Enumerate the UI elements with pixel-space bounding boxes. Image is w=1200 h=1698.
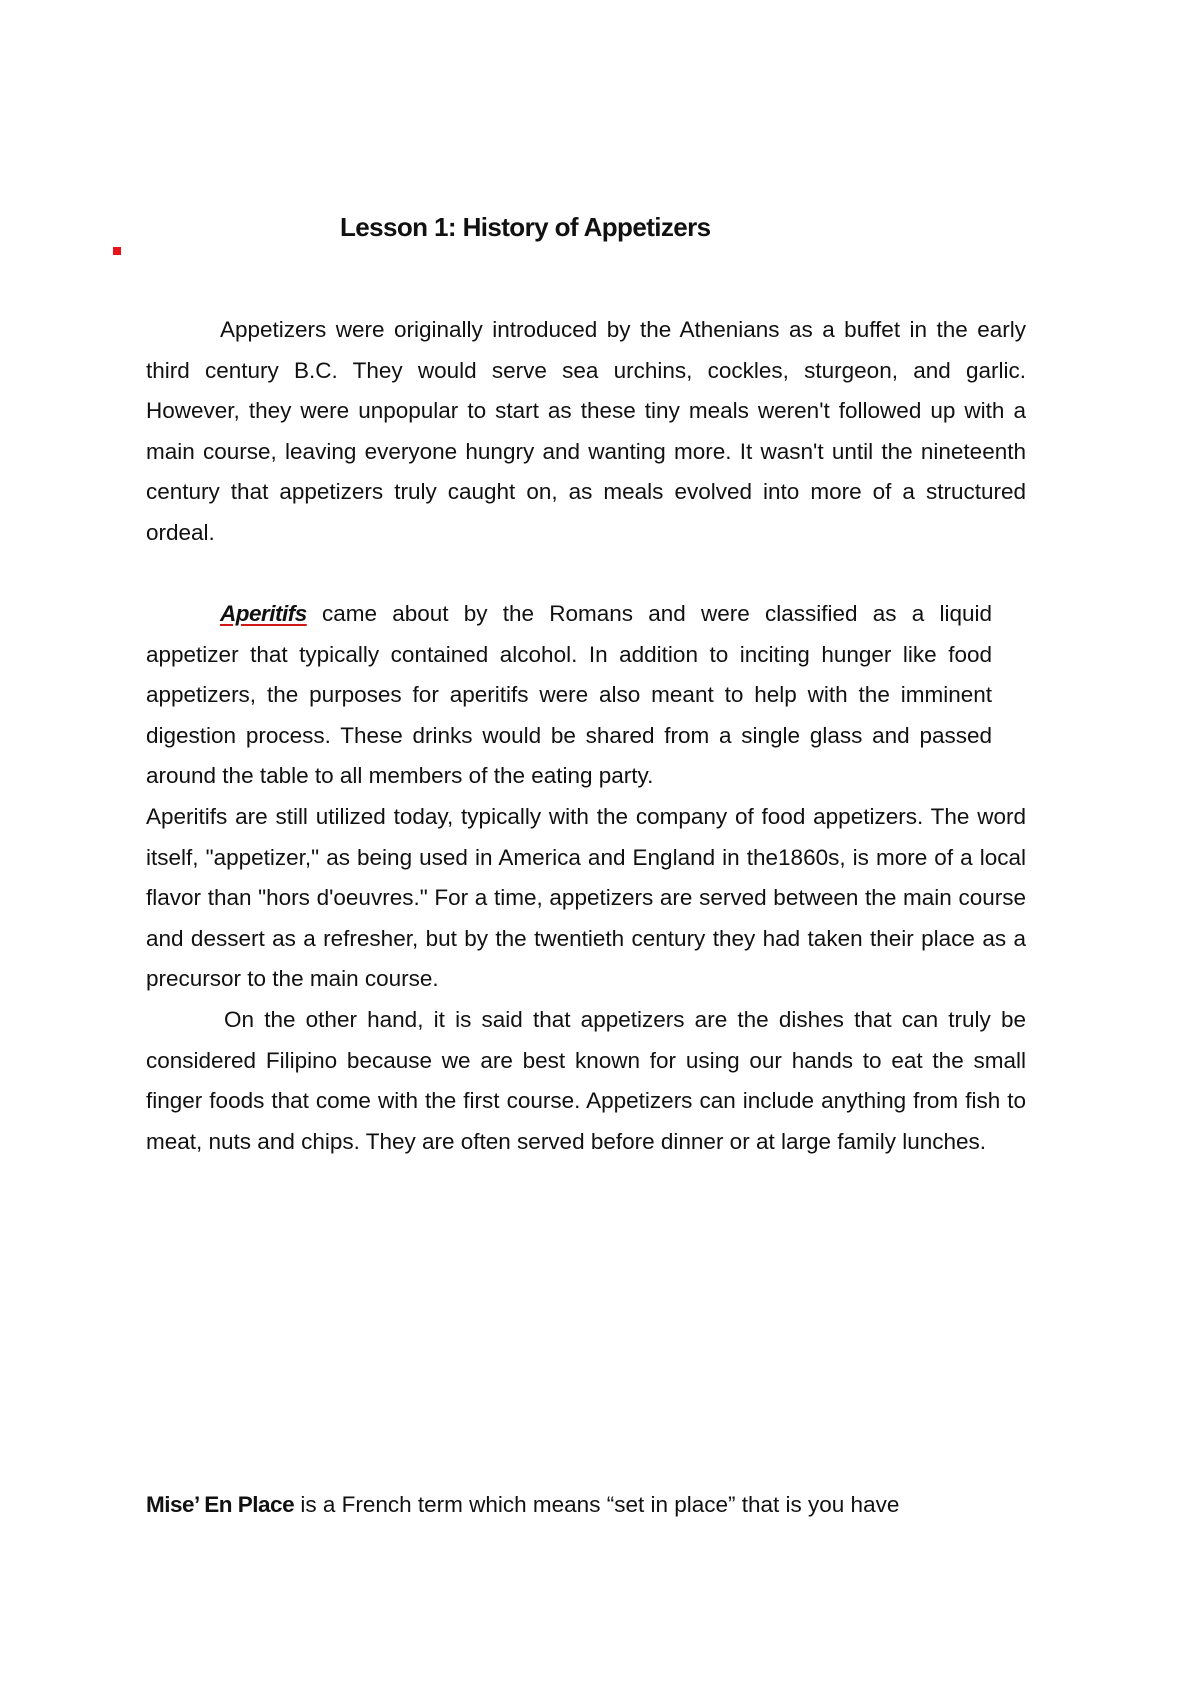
mise-en-place-term: Mise’ En Place bbox=[146, 1492, 295, 1517]
paragraph-history: Appetizers were originally introduced by the Athenians as a buffet in the early third century B.C. They would serve sea urchins, cockles, sturgeon, and garlic. However, they were unpopular to start as these tiny meals weren't followed up with a main course, leaving everyone hungry and wanting more. It wasn't until the nineteenth century that appetizers truly caught on, as meals evolved into more of a structured ordeal. bbox=[146, 317, 1026, 545]
page-title: Lesson 1: History of Appetizers bbox=[340, 212, 711, 242]
paragraph-aperitifs bbox=[146, 594, 992, 797]
red-marker bbox=[113, 247, 121, 255]
aperitifs-term: Aperitifs bbox=[220, 601, 307, 626]
paragraph-aperitifs-today: Aperitifs are still utilized today, typically with the company of food appetizers. The word itself, "appetizer," as being used in America and England in the1860s, is more of a local flavor than "hors d'oeuvres." For a time, appetizers are served between the main course and dessert as a refresher, but by the twentieth century they had taken their place as a precursor to the main course. bbox=[146, 804, 1026, 991]
mise-en-place-text: is a French term which means “set in place” that is you have bbox=[294, 1492, 900, 1517]
paragraph-mise-en-place bbox=[146, 1485, 1026, 1526]
aperitifs-text: came about by the Romans and were classified as a liquid appetizer that typically contained alcohol. In addition to inciting hunger like food appetizers, the purposes for aperitifs were also meant to help with the imminent digestion process. These drinks would be shared from a single glass and passed around the table to all members of the eating party. bbox=[146, 601, 992, 788]
paragraph-filipino: On the other hand, it is said that appetizers are the dishes that can truly be considered Filipino because we are best known for using our hands to eat the small finger foods that come with the first course. Appetizers can include anything from fish to meat, nuts and chips. They are often served before dinner or at large family lunches. bbox=[146, 1007, 1026, 1154]
